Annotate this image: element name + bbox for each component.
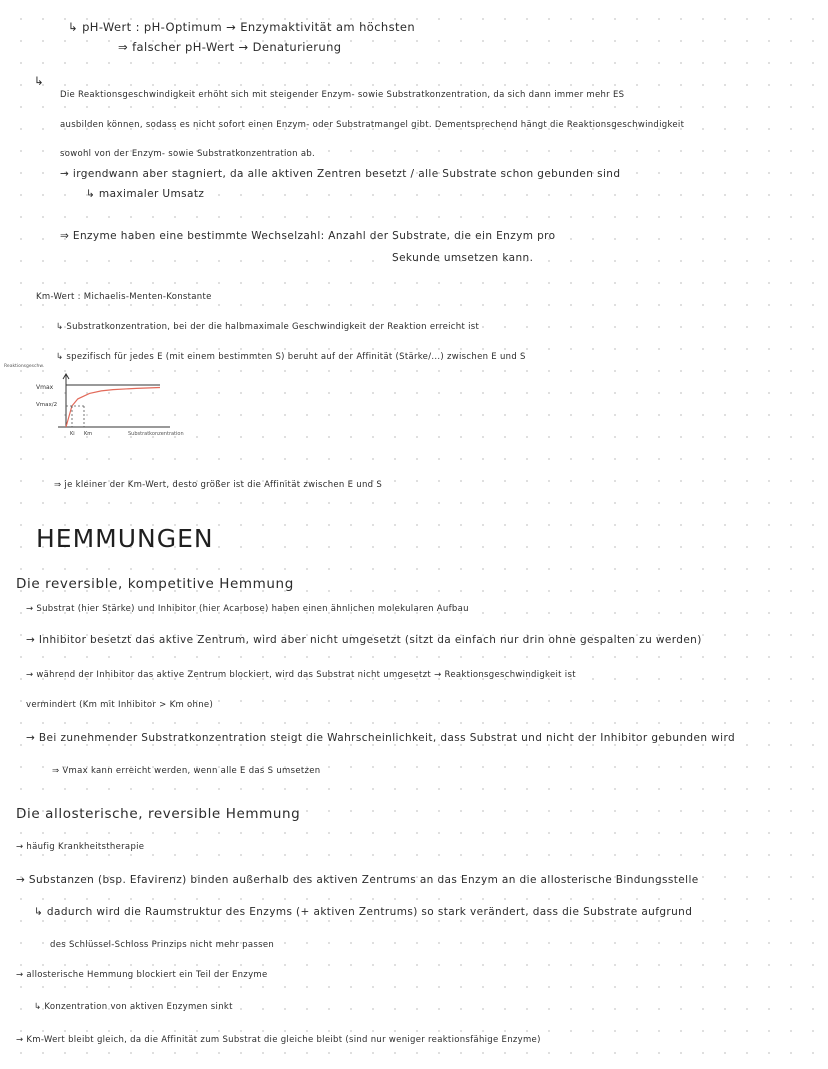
- ph-line-1: ↳ pH-Wert : pH-Optimum → Enzymaktivität am höchsten: [68, 20, 416, 34]
- km-line-3: ⇒ je kleiner der Km-Wert, desto größer ist die Affinität zwischen E und S: [54, 480, 383, 490]
- allo-title: Die allosterische, reversible Hemmung: [16, 806, 301, 822]
- allo-line-4: des Schlüssel-Schloss Prinzips nicht mehr passen: [50, 940, 275, 950]
- comp-line-1: → Substrat (hier Stärke) und Inhibitor (hier Acarbose) haben einen ähnlichen molekularen Aufbau: [26, 604, 469, 614]
- comp-title: Die reversible, kompetitive Hemmung: [16, 576, 294, 592]
- allo-line-6: ↳ Konzentration von aktiven Enzymen sinkt: [34, 1002, 233, 1012]
- wz-line-2: Sekunde umsetzen kann.: [392, 252, 534, 264]
- allo-line-5: → allosterische Hemmung blockiert ein Teil der Enzyme: [16, 970, 268, 980]
- km-title: Km-Wert : Michaelis-Menten-Konstante: [36, 292, 212, 302]
- wz-line-1: ⇒ Enzyme haben eine bestimmte Wechselzahl: Anzahl der Substrate, die ein Enzym pro: [60, 230, 556, 242]
- allo-line-1: → häufig Krankheitstherapie: [16, 842, 145, 852]
- comp-line-6: ⇒ Vmax kann erreicht werden, wenn alle E das S umsetzen: [52, 766, 321, 776]
- comp-line-5: → Bei zunehmender Substratkonzentration steigt die Wahrscheinlichkeit, dass Substrat und nicht der Inhibitor gebunden wird: [26, 732, 736, 744]
- chart-ytick-vmax-half: Vmax/2: [36, 402, 58, 408]
- km-line-2: ↳ spezifisch für jedes E (mit einem bestimmten S) beruht auf der Affinität (Stärke/...) zwischen E und S: [56, 352, 526, 362]
- allo-line-2: → Substanzen (bsp. Efavirenz) binden außerhalb des aktiven Zentrums an das Enzym an die allosterische Bindungsstelle: [16, 874, 699, 886]
- heading-hemmungen: HEMMUNGEN: [36, 524, 214, 553]
- rg-line-2: ausbilden können, sodass es nicht sofort einen Enzym- oder Substratmangel gibt. Dementsprechend hängt die Reaktionsgeschwindigkeit: [60, 120, 685, 130]
- arrow-start: ↳: [34, 74, 45, 88]
- rg-line-1: Die Reaktionsgeschwindigkeit erhöht sich mit steigender Enzym- sowie Substratkonzentration, da sich dann immer mehr ES: [60, 90, 625, 100]
- chart-xtick-ki: Ki: [70, 431, 75, 437]
- km-line-1: ↳ Substratkonzentration, bei der die halbmaximale Geschwindigkeit der Reaktion erreicht ist: [56, 322, 480, 332]
- comp-line-2: → Inhibitor besetzt das aktive Zentrum, wird aber nicht umgesetzt (sitzt da einfach nur drin ohne gespalten zu werden): [26, 634, 702, 646]
- chart-ylabel: Reaktionsgeschw.: [4, 364, 45, 369]
- allo-line-7: → Km-Wert bleibt gleich, da die Affinität zum Substrat die gleiche bleibt (sind nur weniger reaktionsfähige Enzyme): [16, 1035, 541, 1045]
- comp-line-3: → während der Inhibitor das aktive Zentrum blockiert, wird das Substrat nicht umgesetzt → Reaktionsgeschwindigkeit ist: [26, 670, 576, 680]
- rg-line-3: sowohl von der Enzym- sowie Substratkonzentration ab.: [60, 149, 316, 159]
- rg-line-4: → irgendwann aber stagniert, da alle aktiven Zentren besetzt / alle Substrate schon gebunden sind: [60, 168, 621, 180]
- rg-line-5: ↳ maximaler Umsatz: [86, 188, 205, 200]
- chart-xtick-km: Km: [84, 431, 93, 437]
- ph-line-2: ⇒ falscher pH-Wert → Denaturierung: [118, 40, 342, 54]
- chart-ytick-vmax: Vmax: [36, 384, 54, 391]
- chart-series-0: [66, 388, 160, 428]
- comp-line-4: vermindert (Km mit Inhibitor > Km ohne): [26, 700, 214, 710]
- chart-xlabel: Substratkonzentration: [128, 431, 184, 437]
- allo-line-3: ↳ dadurch wird die Raumstruktur des Enzyms (+ aktiven Zentrums) so stark verändert, dass die Substrate aufgrund: [34, 906, 693, 918]
- michaelis-menten-chart: [0, 355, 230, 445]
